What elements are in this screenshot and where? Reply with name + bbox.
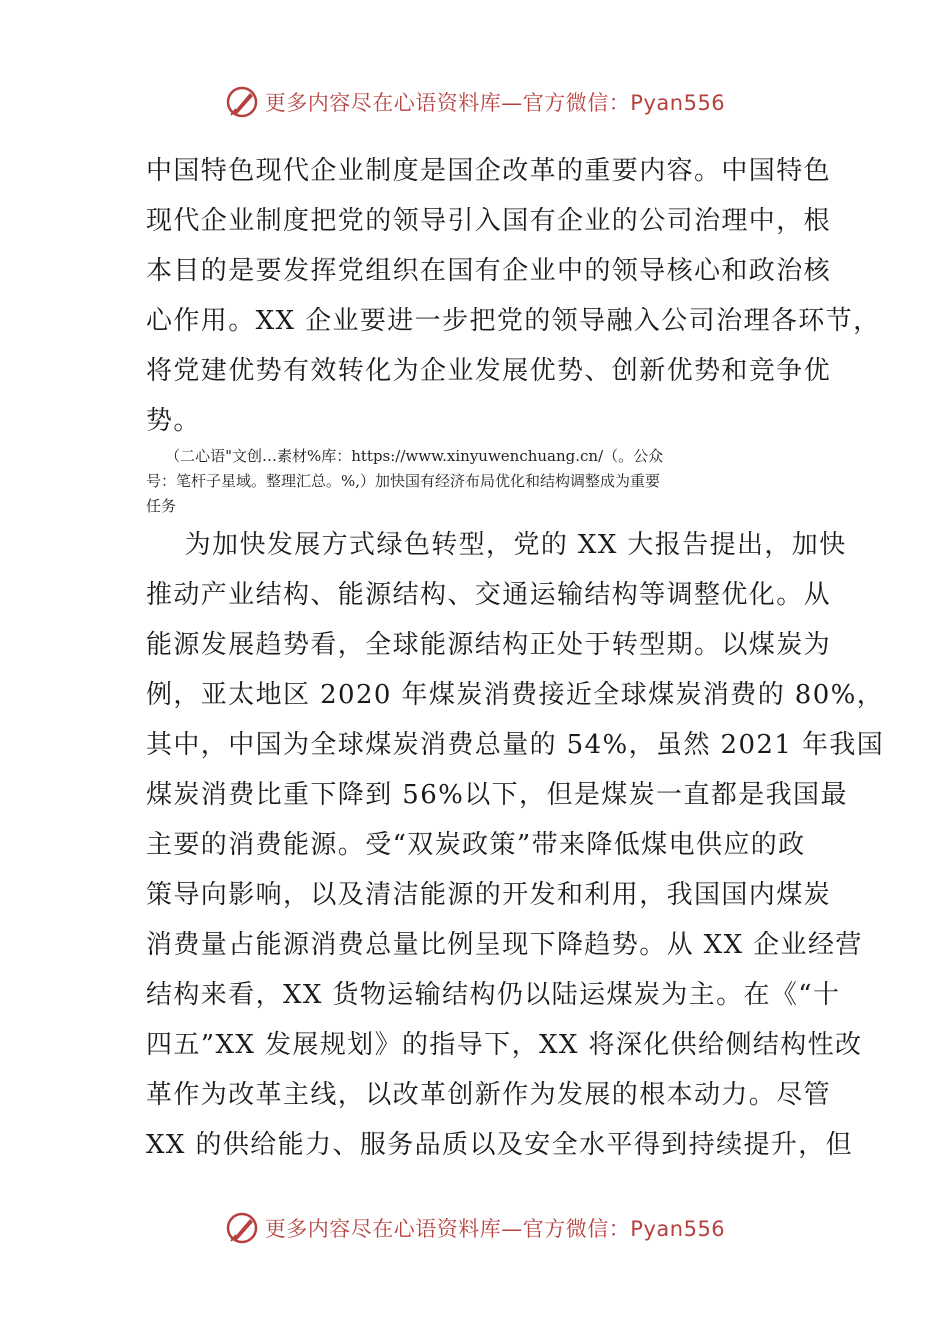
paragraph-line: XX 的供给能力、服务品质以及安全水平得到持续提升，但 [146,1130,854,1160]
header-banner-text: 更多内容尽在心语资料库—官方微信：Pyan556 [264,91,726,115]
quill-pen-logo-icon [225,85,259,119]
paragraph-line: 四五”XX 发展规划》的指导下，XX 将深化供给侧结构性改 [146,1030,863,1060]
paragraph-line: 其中，中国为全球煤炭消费总量的 54%，虽然 2021 年我国 [146,730,885,760]
paragraph-line: 能源发展趋势看，全球能源结构正处于转型期。以煤炭为 [146,630,832,660]
header-banner [0,82,950,122]
paragraph-line: 将党建优势有效转化为企业发展优势、创新优势和竞争优 [146,356,832,386]
paragraph-line: 策导向影响，以及清洁能源的开发和利用，我国国内煤炭 [146,880,832,910]
paragraph-line: 本目的是要发挥党组织在国有企业中的领导核心和政治核 [146,256,832,286]
paragraph-line: 推动产业结构、能源结构、交通运输结构等调整优化。从 [146,580,832,610]
footer-banner-text: 更多内容尽在心语资料库—官方微信：Pyan556 [264,1217,726,1241]
paragraph-line: 革作为改革主线，以改革创新作为发展的根本动力。尽管 [146,1080,832,1110]
note-line: （二心语"文创…素材%库：https://www.xinyuwenchuang.cn/（。公众 [146,447,664,465]
quill-pen-logo-icon [225,1211,259,1245]
footer-banner [0,1208,950,1248]
paragraph-line: 心作用。XX 企业要进一步把党的领导融入公司治理各环节， [146,306,881,336]
paragraph-line: 煤炭消费比重下降到 56%以下，但是煤炭一直都是我国最 [146,780,848,810]
paragraph-line: 现代企业制度把党的领导引入国有企业的公司治理中，根 [146,206,832,236]
paragraph-line: 主要的消费能源。受“双炭政策”带来降低煤电供应的政 [146,830,806,860]
paragraph-line: 中国特色现代企业制度是国企改革的重要内容。中国特色 [146,156,832,186]
paragraph-line: 势。 [146,406,201,436]
paragraph-line: 例，亚太地区 2020 年煤炭消费接近全球煤炭消费的 80%， [146,680,885,710]
paragraph-line: 为加快发展方式绿色转型，党的 XX 大报告提出，加快 [146,530,847,560]
note-line: 任务 [146,497,177,515]
note-line: 号：笔杆子星域。整理汇总。%,）加快国有经济布局优化和结构调整成为重要 [146,472,661,490]
paragraph-line: 结构来看，XX 货物运输结构仍以陆运煤炭为主。在《“十 [146,980,841,1010]
paragraph-line: 消费量占能源消费总量比例呈现下降趋势。从 XX 企业经营 [146,930,863,960]
